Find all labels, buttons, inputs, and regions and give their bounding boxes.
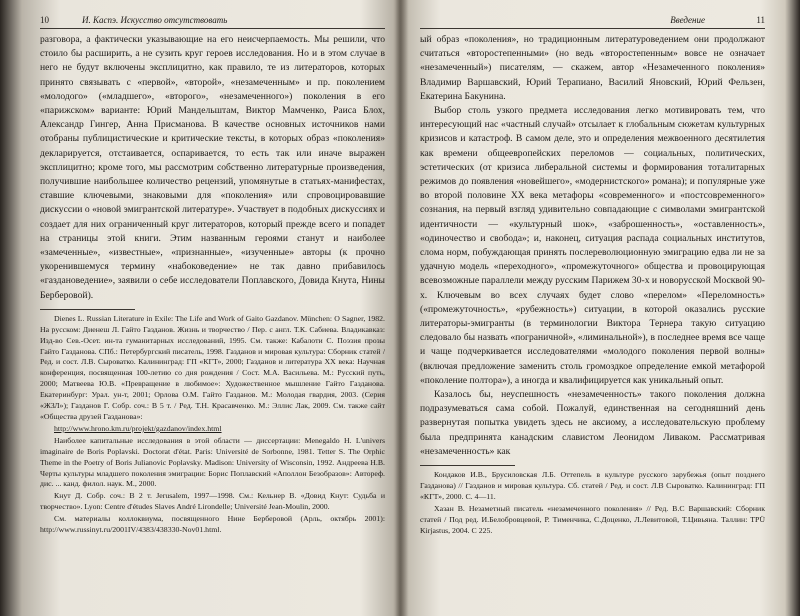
footnote: Кнут Д. Собр. соч.: В 2 т. Jerusalem, 1997—1998. См.: Кельнер В. «Довид Кнут: Судьба и творчество». Lyon: Centre d'études Slaves André Lirondelle; Université Jean-Moulin, 2000. [40,491,385,512]
paragraph: разговора, а фактически указывающие на его неисчерпаемость. Мы решили, что стоило бы расширить, а не сузить круг героев исследования. Но и в этом случае в него не будут включены эксплицитно, как правило, те из литераторов, которых принято связывать с «первой», «второй», «незамеченным» и пр. поколением «молодого» («младшего», «второго», «незамеченного») поколения в его «парижском» варианте: Юрий Мандельштам, Виктор Мамченко, Раиса Блох, Александр Гингер, Анна Присманова. В качестве основных источников нами отобраны публицистические и критические тексты, в которых образ «поколения» декларируется, отстаивается, оспаривается, то есть так или иначе выражен эксплицитно; кроме того, мы рассмотрим собственно литературные произведения, получившие наибольшее количество рецензий, упомянутые в статьях-манифестах, ставшие ключевыми, знаковыми для «поколения» или спровоцировавшие дискуссии о «новой эмигрантской литературе». Участвует в подобных дискуссиях и создает для них ограниченный круг литераторов, который прежде всего и попадет на страницы этой книги. Этим названным героями станут и наиболее «замеченные», «известные», «признанные», «изученные» авторы (к прочно укоренившемуся термину «набоковедение» не так давно прибавилось «газдановедение», заявили о себе исследователи Поплавского, Довида Кнута, Нины Берберовой). [40,34,385,301]
book-gutter [393,0,409,616]
right-body-text [420,33,765,459]
footnote: Кондаков И.В., Брусиловская Л.Б. Оттепель в культуре русского зарубежья (опыт позднего Газданова) // Газданов и мировая культура. Сб. статей / Ред. и сост. Л.В Сыроватко. Калининград: ГП «КГТ», 2000. С. 4—11. [420,470,765,501]
footnote: Хазан В. Незаметный писатель «незамеченного поколения» // Ред. В.С Варшавский: Сборник статей / Под ред. И.Белобровцевой, Р. Тименчика, С.Доценко, Л.Левитовой, Т.Цивьяна. Таллин: TPÜ Kirjastus, 2004. С 225. [420,503,765,535]
footnote: Наиболее капитальные исследования в этой области — диссертации: Menegaldo H. L'univers imaginaire de Boris Poplavski. Doctorat d'état. Paris: Université de Sorbonne, 1981. Tetter S. The Orphic Theme in the Poetry of Boris Julianovic Poplavsky. Madison: University of Wisconsin, 1992. Андреева Н.В. Черты культуры младшего поколения эмиграции: Борис Поплавский «Аполлон Безобразов»: Автореф. дис. ... канд. филол. наук. М., 2000. [40,435,385,489]
footnote: См. материалы коллоквиума, посвященного Нине Берберовой (Арль, октябрь 2001): http://www.russinyt.ru/2001IV/4383/438330-Nov01.html. [40,514,385,535]
left-page-header [40,14,385,29]
running-title: Введение [670,15,705,25]
footnote-link[interactable]: http://www.hrono.km.ru/projekt/gazdanov/index.html [54,423,222,433]
left-footnotes [40,314,385,536]
footnote-rule [420,465,515,466]
paragraph: ый образ «поколения», но традиционным литературоведением они продолжают считаться «второстепенными» (но ведь «второстепенным» вовсе не означает «незамеченный») писателям, — скажем, автор «Незамеченного поколения» Владимир Варшавский, Юрий Терапиано, Василий Яновский, Юрий Фельзен, Екатерина Бакунина. [420,34,765,102]
footnote: Dienes L. Russian Literature in Exile: The Life and Work of Gaito Gazdanov. München: O Sagner, 1982. На русском: Диенеш Л. Гайто Газданов. Жизнь и творчество / Пер. с англ. Т.К. Сабиева. Владикавказ: Изд-во Сев.-Осет. ин-та гуманитарных исследований, 1995. См. также: Кабалоти С. Поэзия прозы Гайто Газданова. СПб.: Петербургский писатель, 1998. Газданов и мировая культура: Сборник статей / Ред. и сост. Л.В. Сыроватко. Калининград: ГП «КГТ», 2000; Газданов и литература XX века: Научная конференция, посвященная 100-летию со дня рождения / Сост. М.А. Васильева. М.: Русский путь, 2000; Матвеева Ю.В. «Превращение в любимое»: Художественное мышление Гайто Газданова. Екатеринбург: Урал. ун-т, 2001; Орлова О.М. Гайто Газданов. М.: Молодая гвардия, 2003. (Серия «ЖЗЛ»); Газданов Г. Собр. соч.: В 5 т. / Ред. Т.Н. Красавченко. М.: Эллис Лак, 2009. См. также сайт «Общества друзей Газданова»: [40,313,385,422]
footnote-rule [40,309,135,310]
page-number: 11 [756,15,765,25]
page-number: 10 [40,15,49,25]
left-page [40,14,385,537]
paragraph: Выбор столь узкого предмета исследования легко мотивировать тем, что интересующий нас «частный случай» отсылает к глобальным сюжетам культурных кризисов и катастроф. В самом деле, это и определения межвоенного десятилетия как времени общеевропейских переломов — социальных, политических, эстетических (от кризиса либеральной системы и формирования тоталитарных режимов до появления «новейшего», «модернистского» романа); и популярные уже во второй половине XX века метафоры «современного» и «постсовременного» сознания, на первый взгляд удивительно совпадающие с символами эмигрантской идентичности — «культурный шок», «заброшенность», «оставленность», «одиночество и свобода»; и, наконец, ситуация распада социальных институтов, слома норм, побуждающая принять послереволюционную эмиграцию едва ли не за удачную модель «переходного», «промежуточного» общества и провоцирующая всевозможные параллели между русским Парижем 30-х и новорусской Москвой 90-х. Ключевым во всех случаях будет слово «перелом» «Переломность» («промежуточность», «рубежность») ситуации, в которой оказались русские литераторы-эмигранты (в терминологии Виктора Тернера такую ситуацию следовало бы назвать «пограничной», «лиминальной»), в последнее время все чаще и чаще подчеркивается исследователями «молодого поколения первой волны» (включая предложение заменить столь громоздкое определение емкой метафорой «поколение полтора»), а иногда и квалифицируется как уникальный опыт. [420,105,765,386]
right-page-header [420,14,765,29]
running-title: И. Каспэ. Искусство отсутствовать [82,15,228,25]
left-body-text [40,33,385,303]
paragraph: Казалось бы, неуспешность «незамеченность» такого поколения должна подразумеваться сама собой. Пожалуй, единственная на сегодняшний день развернутая попытка увидеть здесь не аксиому, а исследовательскую проблему была предпринята канадским славистом Леонидом Ливаком. Рассматривая «незамеченность» как [420,389,765,457]
right-page [420,14,765,538]
right-footnotes [420,470,765,536]
